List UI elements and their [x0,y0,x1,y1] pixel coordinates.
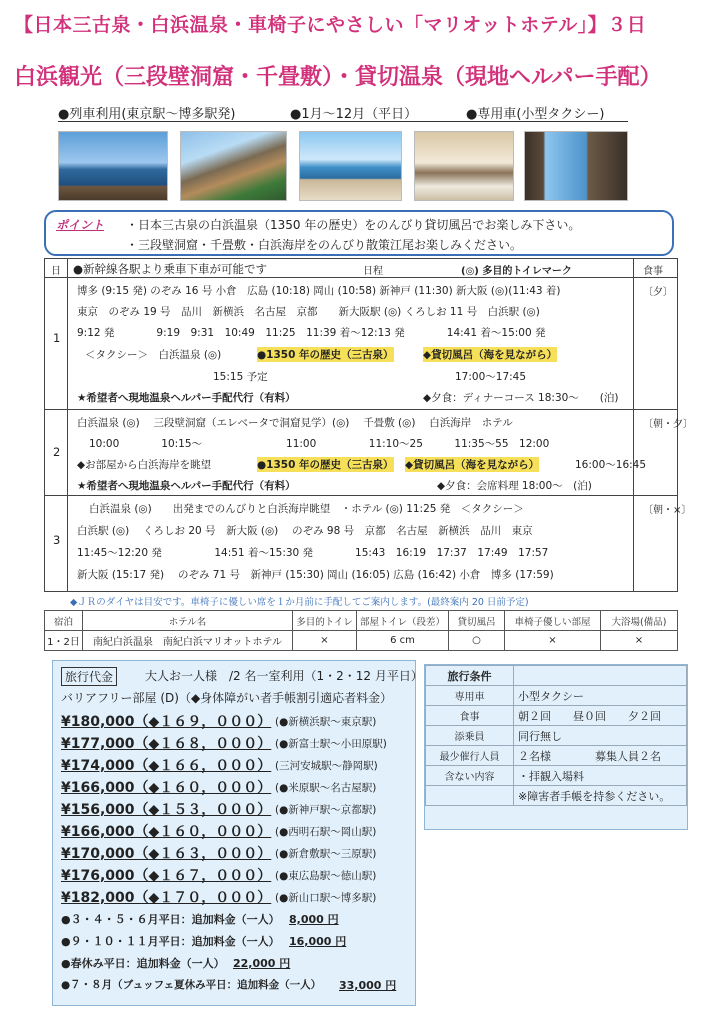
page-title-line1: 【日本三古泉・白浜温泉・車椅子にやさしい「マリオットホテル」】３日 [14,14,647,36]
condition-key: 最少催行人員 [426,746,514,766]
car-info: ●専用車(小型タクシー) [466,107,605,122]
day1-line4-start: ＜タクシー＞ 白浜温泉 (◎) [85,349,222,361]
header-cell: ホテル名 [83,611,293,631]
price-amount: ¥177,000（◆１６８，０００） [61,736,272,752]
table-row [426,746,687,766]
header-cell: 大浴場(備品) [601,611,678,631]
divider [67,259,68,591]
table-row [426,726,687,746]
price-route: (三河安城駅〜静岡駅) [275,760,378,772]
point-line2: ・三段壁洞窟・千畳敷・白浜海岸をのんびり散策江尾お楽しみください。 [126,238,523,252]
price-amount: ¥170,000（◆１６３，０００） [61,846,272,862]
hotel-table [44,610,678,651]
day2-helper-note: ★希望者へ現地温泉ヘルパー手配代行（有料） [77,480,296,492]
day1-bath-highlight: ◆貸切風呂（海を見ながら） [423,349,558,361]
cell-hotel-name: 南紀白浜温泉 南紀白浜マリオットホテル [83,631,293,651]
day3-line1: 白浜温泉 (◎) 出発までのんびりと白浜海岸眺望 ・ホテル (◎) 11:25 発 ＜タクシー＞ [89,503,524,515]
point-label: ポイント [56,218,105,232]
pricing-room: バリアフリー部屋 (D)（◆身体障がい者手帳割引適応者料金） [61,691,393,705]
price-amount: ¥166,000（◆１６０，０００） [61,824,272,840]
day2-line2: 10:00 10:15〜 11:00 11:10〜25 11:35〜55 12:00 [89,438,550,450]
price-route: (●東広島駅〜徳山駅) [275,870,377,882]
day1-line2: 東京 のぞみ 19 号 品川 新横浜 名古屋 京都 新大阪駅 (◎) くろしお 11 号 白浜駅 (◎) [77,306,540,318]
day2-bath-time: 16:00〜16:45 [575,459,647,471]
day3-line4: 新大阪 (15:17 発) のぞみ 71 号 新神戸 (15:30) 岡山 (16:05) 広島 (16:42) 小倉 博多 (17:59) [77,569,554,581]
price-amount: ¥180,000（◆１６９，０００） [61,714,272,730]
header-cell: 車椅子優しい部屋 [505,611,601,631]
hotel-table-header [45,611,678,631]
day1-history-highlight: ●1350 年の歴史（三古泉） [257,349,394,361]
head-note: ●新幹線各駅より乗車下車が可能です [73,262,268,276]
price-route: (●新横浜駅〜東京駅) [275,716,377,728]
conditions-title-blank [514,666,687,686]
head-toilet-mark: (◎) 多目的トイレマーク [461,266,572,277]
pricing-basis: 大人お一人様 /2 名一室利用（1・2・12 月平日） [145,669,423,683]
day3-line3: 11:45〜12:20 発 14:51 着〜15:30 発 15:43 16:19 17:37 17:49 17:57 [77,547,549,559]
cell-wheelchair-room: × [505,631,601,651]
divider [45,409,677,410]
extra-fee-label: ●９・１０・１１月平日：追加料金（一人） [61,935,280,948]
price-amount: ¥182,000（◆１７０，０００） [61,890,272,906]
divider [45,495,677,496]
price-route: (●西明石駅〜岡山駅) [275,826,377,838]
condition-key [426,786,514,806]
price-route: (●米原駅〜名古屋駅) [275,782,377,794]
price-route: (●新神戸駅〜京都駅) [275,804,377,816]
price-route: (●新山口駅〜博多駅) [275,892,377,904]
condition-key: 食事 [426,706,514,726]
price-amount: ¥174,000（◆１６６，０００） [61,758,272,774]
extra-fee-label: ●春休み平日：追加料金（一人） [61,957,225,970]
conditions-title: 旅行条件 [426,666,514,686]
day1-helper-note: ★希望者へ現地温泉ヘルパー手配代行（有料） [77,392,296,404]
condition-key: 専用車 [426,686,514,706]
photo-shirahama-beach [299,131,402,201]
table-row [426,786,687,806]
condition-value: ※障害者手帳を持参ください。 [514,786,687,806]
condition-value: ・拝観入場料 [514,766,687,786]
day2-line1: 白浜温泉 (◎) 三段壁洞窟（エレベータで洞窟見学）(◎) 千畳敷 (◎) 白浜海岸 ホテル [77,417,513,429]
condition-key: 添乗員 [426,726,514,746]
price-route: (●新富士駅〜小田原駅) [275,738,387,750]
itinerary-table [44,258,693,592]
period-info: ●1月〜12月（平日） [290,107,418,122]
cell-room-toilet-step: 6 cm [357,631,449,651]
extra-fee-label: ●３・４・５・６月平日：追加料金（一人） [61,913,280,926]
price-amount: ¥156,000（◆１５３，０００） [61,802,272,818]
day3-number: 3 [53,533,61,547]
photo-hotel-room [414,131,514,201]
table-row [426,686,687,706]
day1-line5-time: 15:15 予定 [213,371,268,383]
day2-number: 2 [53,445,61,459]
extra-fee-value: 33,000 円 [339,979,397,992]
header-cell: 宿泊 [45,611,83,631]
price-amount: ¥166,000（◆１６０，０００） [61,780,272,796]
extra-fee-label: ●７・８月（ブュッフェ夏休み平日：追加料金（一人） [61,979,322,991]
point-box [44,210,674,256]
pricing-label: 旅行代金 [61,667,117,686]
header-cell: 貸切風呂 [449,611,505,631]
table-row [426,666,687,686]
day2-history-highlight: ●1350 年の歴史（三古泉） [257,459,394,471]
day3-meal: 〔朝・×〕 [643,505,692,516]
condition-value: ２名様 募集人員２名 [514,746,687,766]
table-row [426,706,687,726]
condition-value: 朝２回 昼０回 夕２回 [514,706,687,726]
header-cell: 部屋トイレ（段差） [357,611,449,631]
day2-bath-highlight: ◆貸切風呂（海を見ながら） [405,459,540,471]
head-meal: 食事 [643,266,663,277]
cell-accessible-toilet: × [293,631,357,651]
table-row [45,631,678,651]
day1-meal: 〔夕〕 [643,287,673,298]
point-line1: ・日本三古泉の白浜温泉（1350 年の歴史）をのんびり貸切風呂でお楽しみ下さい。 [126,218,581,232]
day2-line3-view: ◆お部屋から白浜海岸を眺望 [77,459,212,471]
train-info: ●列車利用(東京駅〜博多駅発) [58,107,236,122]
page-title-line2: 白浜観光（三段壁洞窟・千畳敷）・貸切温泉（現地ヘルパー手配） [14,65,662,90]
day3-line2: 白浜駅 (◎) くろしお 20 号 新大阪 (◎) のぞみ 98 号 京都 名古屋 新横浜 品川 東京 [77,525,533,537]
jr-schedule-note: ◆ＪＲのダイヤは目安です。車椅子に優しい席を１か月前に手配してご案内します。(最終案内 20 日前予定) [70,597,529,608]
day1-line3: 9:12 発 9:19 9:31 10:49 11:25 11:39 着〜12:13 発 14:41 着〜15:00 発 [77,327,546,339]
head-day: 日 [51,266,61,277]
conditions-table [425,665,687,806]
condition-value: 小型タクシー [514,686,687,706]
photo-strip [58,131,638,203]
extra-fee-value: 8,000 円 [289,913,339,926]
day1-line5-bath-time: 17:00〜17:45 [455,371,527,383]
day2-dinner: ◆夕食：会席料理 18:00〜 (泊) [437,480,592,492]
photo-sea-cliffs [58,131,168,201]
cell-public-bath: × [601,631,678,651]
cell-nights: 1・2日 [45,631,83,651]
day2-meal: 〔朝・夕〕 [643,419,693,430]
condition-key: 含ない内容 [426,766,514,786]
extra-fee-value: 16,000 円 [289,935,347,948]
subtitle-underline [58,121,628,122]
head-schedule: 日程 [363,266,383,277]
day1-line1: 博多 (9:15 発) のぞみ 16 号 小倉 広島 (10:18) 岡山 (10:58) 新神戸 (11:30) 新大阪 (◎)(11:43 着) [77,285,561,297]
day1-dinner: ◆夕食：ディナーコース 18:30〜 (泊) [423,392,619,404]
conditions-panel [424,664,688,830]
extra-fee-value: 22,000 円 [233,957,291,970]
divider [633,259,634,591]
pricing-panel [52,660,423,1006]
table-row [426,766,687,786]
photo-sandanbeki [180,131,287,201]
day1-number: 1 [53,331,61,345]
divider [45,277,677,278]
photo-private-bath [524,131,628,201]
header-cell: 多目的トイレ [293,611,357,631]
price-amount: ¥176,000（◆１６７，０００） [61,868,272,884]
condition-value: 同行無し [514,726,687,746]
price-route: (●新倉敷駅〜三原駅) [275,848,377,860]
cell-private-bath: ○ [449,631,505,651]
